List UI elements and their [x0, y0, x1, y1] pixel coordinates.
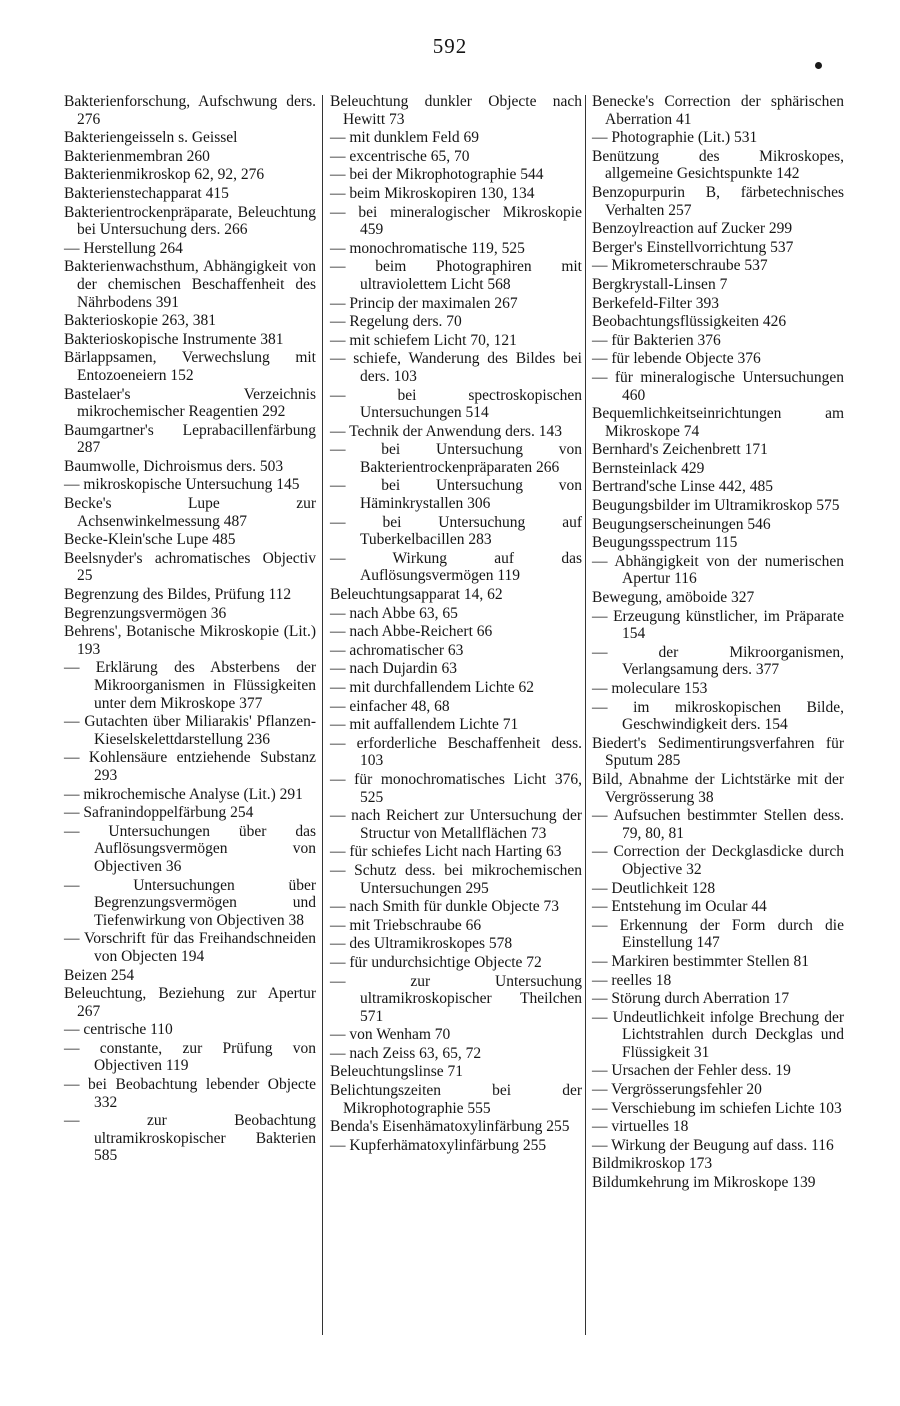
index-entry: Begrenzungsvermögen 36 [64, 604, 227, 622]
index-subentry: — der Mikroorganismen, Verlangsamung ders. 377 [592, 643, 844, 679]
ink-dot [815, 62, 822, 69]
index-subentry: — nach Dujardin 63 [330, 660, 457, 678]
index-subentry: — Störung durch Aberration 17 [592, 990, 790, 1008]
index-subentry: — Wirkung auf das Auflösungsvermögen 119 [330, 549, 582, 585]
index-entry: Baumwolle, Dichroismus ders. 503 [64, 457, 284, 475]
index-subentry: — Technik der Anwendung ders. 143 [330, 422, 562, 440]
index-entry: Beobachtungsflüssigkeiten 426 [592, 313, 787, 331]
index-subentry: — mikrochemische Analyse (Lit.) 291 [64, 785, 303, 803]
index-entry: Behrens', Botanische Mikroskopie (Lit.) 193 [64, 623, 316, 658]
index-entry: Bildumkehrung im Mikroskope 139 [592, 1174, 816, 1192]
index-subentry: — bei mineralogischer Mikroskopie 459 [330, 203, 582, 239]
index-subentry: — von Wenham 70 [330, 1026, 451, 1044]
index-entry: Bakterienwachsthum, Abhängigkeit von der chemischen Beschaffenheit des Nährbodens 391 [64, 258, 316, 311]
index-subentry: — mit auffallendem Lichte 71 [330, 716, 519, 734]
index-entry: Belichtungszeiten bei der Mikrophotographie 555 [330, 1082, 582, 1117]
index-entry: Beugungserscheinungen 546 [592, 515, 771, 533]
index-entry: Bernsteinlack 429 [592, 459, 705, 477]
index-column-2 [330, 93, 582, 1155]
index-subentry: — Markiren bestimmter Stellen 81 [592, 952, 809, 970]
index-subentry: — Erkennung der Form durch die Einstellung 147 [592, 916, 844, 952]
index-subentry: — mit dunklem Feld 69 [330, 129, 479, 147]
index-subentry: — Ursachen der Fehler dess. 19 [592, 1062, 791, 1080]
index-subentry: — Photographie (Lit.) 531 [592, 129, 758, 147]
index-subentry: — Deutlichkeit 128 [592, 879, 716, 897]
index-entry: Bewegung, amöboide 327 [592, 589, 755, 607]
index-subentry: — zur Untersuchung ultramikroskopischer Theilchen 571 [330, 972, 582, 1025]
index-entry: Bildmikroskop 173 [592, 1155, 713, 1173]
index-subentry: — schiefe, Wanderung des Bildes bei ders. 103 [330, 350, 582, 385]
index-subentry: — Untersuchungen über das Auflösungsvermögen von Objectiven 36 [64, 822, 316, 875]
index-entry: Beleuchtungslinse 71 [330, 1063, 464, 1081]
index-subentry: — virtuelles 18 [592, 1118, 689, 1136]
index-entry: Bakterienmembran 260 [64, 147, 210, 165]
index-column-3 [592, 93, 844, 1193]
index-subentry: — Herstellung 264 [64, 239, 183, 257]
index-entry: Berkefeld-Filter 393 [592, 294, 719, 312]
index-subentry: — mikroskopische Untersuchung 145 [64, 476, 300, 494]
index-entry: Bergkrystall-Linsen 7 [592, 275, 728, 293]
index-subentry: — bei spectroskopischen Untersuchungen 514 [330, 386, 582, 422]
index-subentry: — monochromatische 119, 525 [330, 239, 525, 257]
index-entry: Becke-Klein'sche Lupe 485 [64, 531, 236, 549]
index-entry: Beleuchtungsapparat 14, 62 [330, 586, 503, 604]
index-subentry: — Correction der Deckglasdicke durch Objective 32 [592, 843, 844, 878]
index-subentry: — nach Abbe 63, 65 [330, 604, 458, 622]
index-subentry: — excentrische 65, 70 [330, 147, 470, 165]
column-divider [322, 95, 323, 1335]
index-entry: Bertrand'sche Linse 442, 485 [592, 478, 773, 496]
index-subentry: — Vorschrift für das Freihandschneiden von Objecten 194 [64, 930, 316, 965]
index-subentry: — Abhängigkeit von der numerischen Apertur 116 [592, 552, 844, 588]
index-entry: Bild, Abnahme der Lichtstärke mit der Vergrösserung 38 [592, 770, 844, 806]
index-entry: Bernhard's Zeichenbrett 171 [592, 441, 768, 459]
index-entry: Benda's Eisenhämatoxylinfärbung 255 [330, 1118, 570, 1136]
index-subentry: — beim Mikroskopiren 130, 134 [330, 184, 535, 202]
index-entry: Beugungsbilder im Ultramikroskop 575 [592, 497, 840, 515]
index-entry: Benützung des Mikroskopes, allgemeine Gesichtspunkte 142 [592, 147, 844, 183]
index-subentry: — bei Untersuchung von Bakterientrockenpräparaten 266 [330, 441, 582, 476]
index-subentry: — achromatischer 63 [330, 641, 464, 659]
index-entry: Bakterioskopische Instrumente 381 [64, 330, 284, 348]
index-entry: Beelsnyder's achromatisches Objectiv 25 [64, 549, 316, 585]
index-entry: Biedert's Sedimentirungsverfahren für Sputum 285 [592, 734, 844, 770]
index-entry: Benecke's Correction der sphärischen Aberration 41 [592, 93, 844, 128]
index-subentry: — einfacher 48, 68 [330, 697, 450, 715]
index-entry: Bequemlichkeitseinrichtungen am Mikroskope 74 [592, 405, 844, 440]
index-subentry: — Aufsuchen bestimmter Stellen dess. 79, 80, 81 [592, 807, 844, 842]
index-subentry: — bei Untersuchung von Häminkrystallen 306 [330, 477, 582, 513]
index-entry: Benzopurpurin B, färbetechnisches Verhalten 257 [592, 183, 844, 219]
index-subentry: — erforderliche Beschaffenheit dess. 103 [330, 734, 582, 770]
index-subentry: — nach Reichert zur Untersuchung der Structur von Metallflächen 73 [330, 807, 582, 842]
index-subentry: — Erklärung des Absterbens der Mikroorganismen in Flüssigkeiten unter dem Mikroskope 377 [64, 659, 316, 712]
index-subentry: — Untersuchungen über Begrenzungsvermögen und Tiefenwirkung von Objectiven 38 [64, 876, 316, 929]
index-subentry: — Gutachten über Miliarakis' Pflanzen-Kieselskelettdarstellung 236 [64, 713, 316, 748]
page-number: 592 [432, 34, 468, 58]
index-subentry: — für Bakterien 376 [592, 331, 721, 349]
index-entry: Bakterioskopie 263, 381 [64, 312, 216, 330]
index-subentry: — beim Photographiren mit ultraviolettem Licht 568 [330, 258, 582, 293]
index-subentry: — bei Beobachtung lebender Objecte 332 [64, 1076, 316, 1111]
index-subentry: — Mikrometerschraube 537 [592, 257, 768, 275]
index-subentry: — des Ultramikroskopes 578 [330, 935, 513, 953]
index-subentry: — Entstehung im Ocular 44 [592, 898, 767, 916]
index-subentry: — nach Zeiss 63, 65, 72 [330, 1044, 482, 1062]
index-subentry: — Regelung ders. 70 [330, 313, 462, 331]
index-entry: Bakterienmikroskop 62, 92, 276 [64, 166, 265, 184]
index-subentry: — Kupferhämatoxylinfärbung 255 [330, 1136, 547, 1154]
index-entry: Becke's Lupe zur Achsenwinkelmessung 487 [64, 495, 316, 530]
index-subentry: — Princip der maximalen 267 [330, 294, 518, 312]
index-subentry: — constante, zur Prüfung von Objectiven 119 [64, 1039, 316, 1075]
index-entry: Bastelaer's Verzeichnis mikrochemischer Reagentien 292 [64, 385, 316, 421]
index-entry: Bakterientrockenpräparate, Beleuchtung bei Untersuchung ders. 266 [64, 203, 316, 239]
index-subentry: — Verschiebung im schiefen Lichte 103 [592, 1099, 842, 1117]
index-entry: Bakterienstechapparat 415 [64, 184, 229, 202]
index-subentry: — für schiefes Licht nach Harting 63 [330, 843, 562, 861]
index-subentry: — centrische 110 [64, 1021, 173, 1039]
index-subentry: — moleculare 153 [592, 680, 708, 697]
index-subentry: — Schutz dess. bei mikrochemischen Untersuchungen 295 [330, 861, 582, 897]
index-entry: Beleuchtung dunkler Objecte nach Hewitt 73 [330, 93, 582, 128]
index-entry: Beizen 254 [64, 966, 135, 984]
index-entry: Begrenzung des Bildes, Prüfung 112 [64, 586, 292, 604]
index-entry: Berger's Einstellvorrichtung 537 [592, 238, 794, 256]
index-entry: Beleuchtung, Beziehung zur Apertur 267 [64, 985, 316, 1020]
index-entry: Bakteriengeisseln s. Geissel [64, 129, 238, 147]
index-subentry: — zur Beobachtung ultramikroskopischer Bakterien 585 [64, 1112, 316, 1165]
index-subentry: — Kohlensäure entziehende Substanz 293 [64, 749, 316, 784]
index-subentry: — reelles 18 [592, 971, 672, 989]
index-subentry: — für monochromatisches Licht 376, 525 [330, 770, 582, 806]
index-subentry: — Vergrösserungsfehler 20 [592, 1081, 762, 1099]
index-entry: Benzoylreaction auf Zucker 299 [592, 220, 793, 238]
index-subentry: — mit schiefem Licht 70, 121 [330, 331, 517, 349]
index-subentry: — Undeutlichkeit infolge Brechung der Lichtstrahlen durch Deckglas und Flüssigkeit 31 [592, 1008, 844, 1061]
column-divider [585, 95, 586, 1335]
index-subentry: — bei der Mikrophotographie 544 [330, 166, 544, 184]
index-subentry: — für mineralogische Untersuchungen 460 [592, 368, 844, 404]
index-subentry: — Erzeugung künstlicher, im Präparate 154 [592, 607, 844, 643]
index-subentry: — Wirkung der Beugung auf dass. 116 [592, 1136, 834, 1154]
index-subentry: — bei Untersuchung auf Tuberkelbacillen 283 [330, 513, 582, 549]
index-subentry: — nach Abbe-Reichert 66 [330, 623, 493, 641]
index-subentry: — für undurchsichtige Objecte 72 [330, 953, 542, 971]
index-subentry: — nach Smith für dunkle Objecte 73 [330, 898, 560, 916]
index-entry: Bakterienforschung, Aufschwung ders. 276 [64, 93, 316, 128]
index-entry: Baumgartner's Leprabacillenfärbung 287 [64, 421, 316, 457]
index-column-1 [64, 93, 316, 1166]
index-entry: Bärlappsamen, Verwechslung mit Entozoeneiern 152 [64, 349, 316, 384]
index-subentry: — mit Triebschraube 66 [330, 916, 482, 934]
index-entry: Beugungsspectrum 115 [592, 534, 738, 552]
index-subentry: — im mikroskopischen Bilde, Geschwindigkeit ders. 154 [592, 698, 844, 734]
index-subentry: — mit durchfallendem Lichte 62 [330, 679, 535, 696]
index-subentry: — für lebende Objecte 376 [592, 350, 761, 368]
index-subentry: — Safranindoppelfärbung 254 [64, 804, 254, 822]
